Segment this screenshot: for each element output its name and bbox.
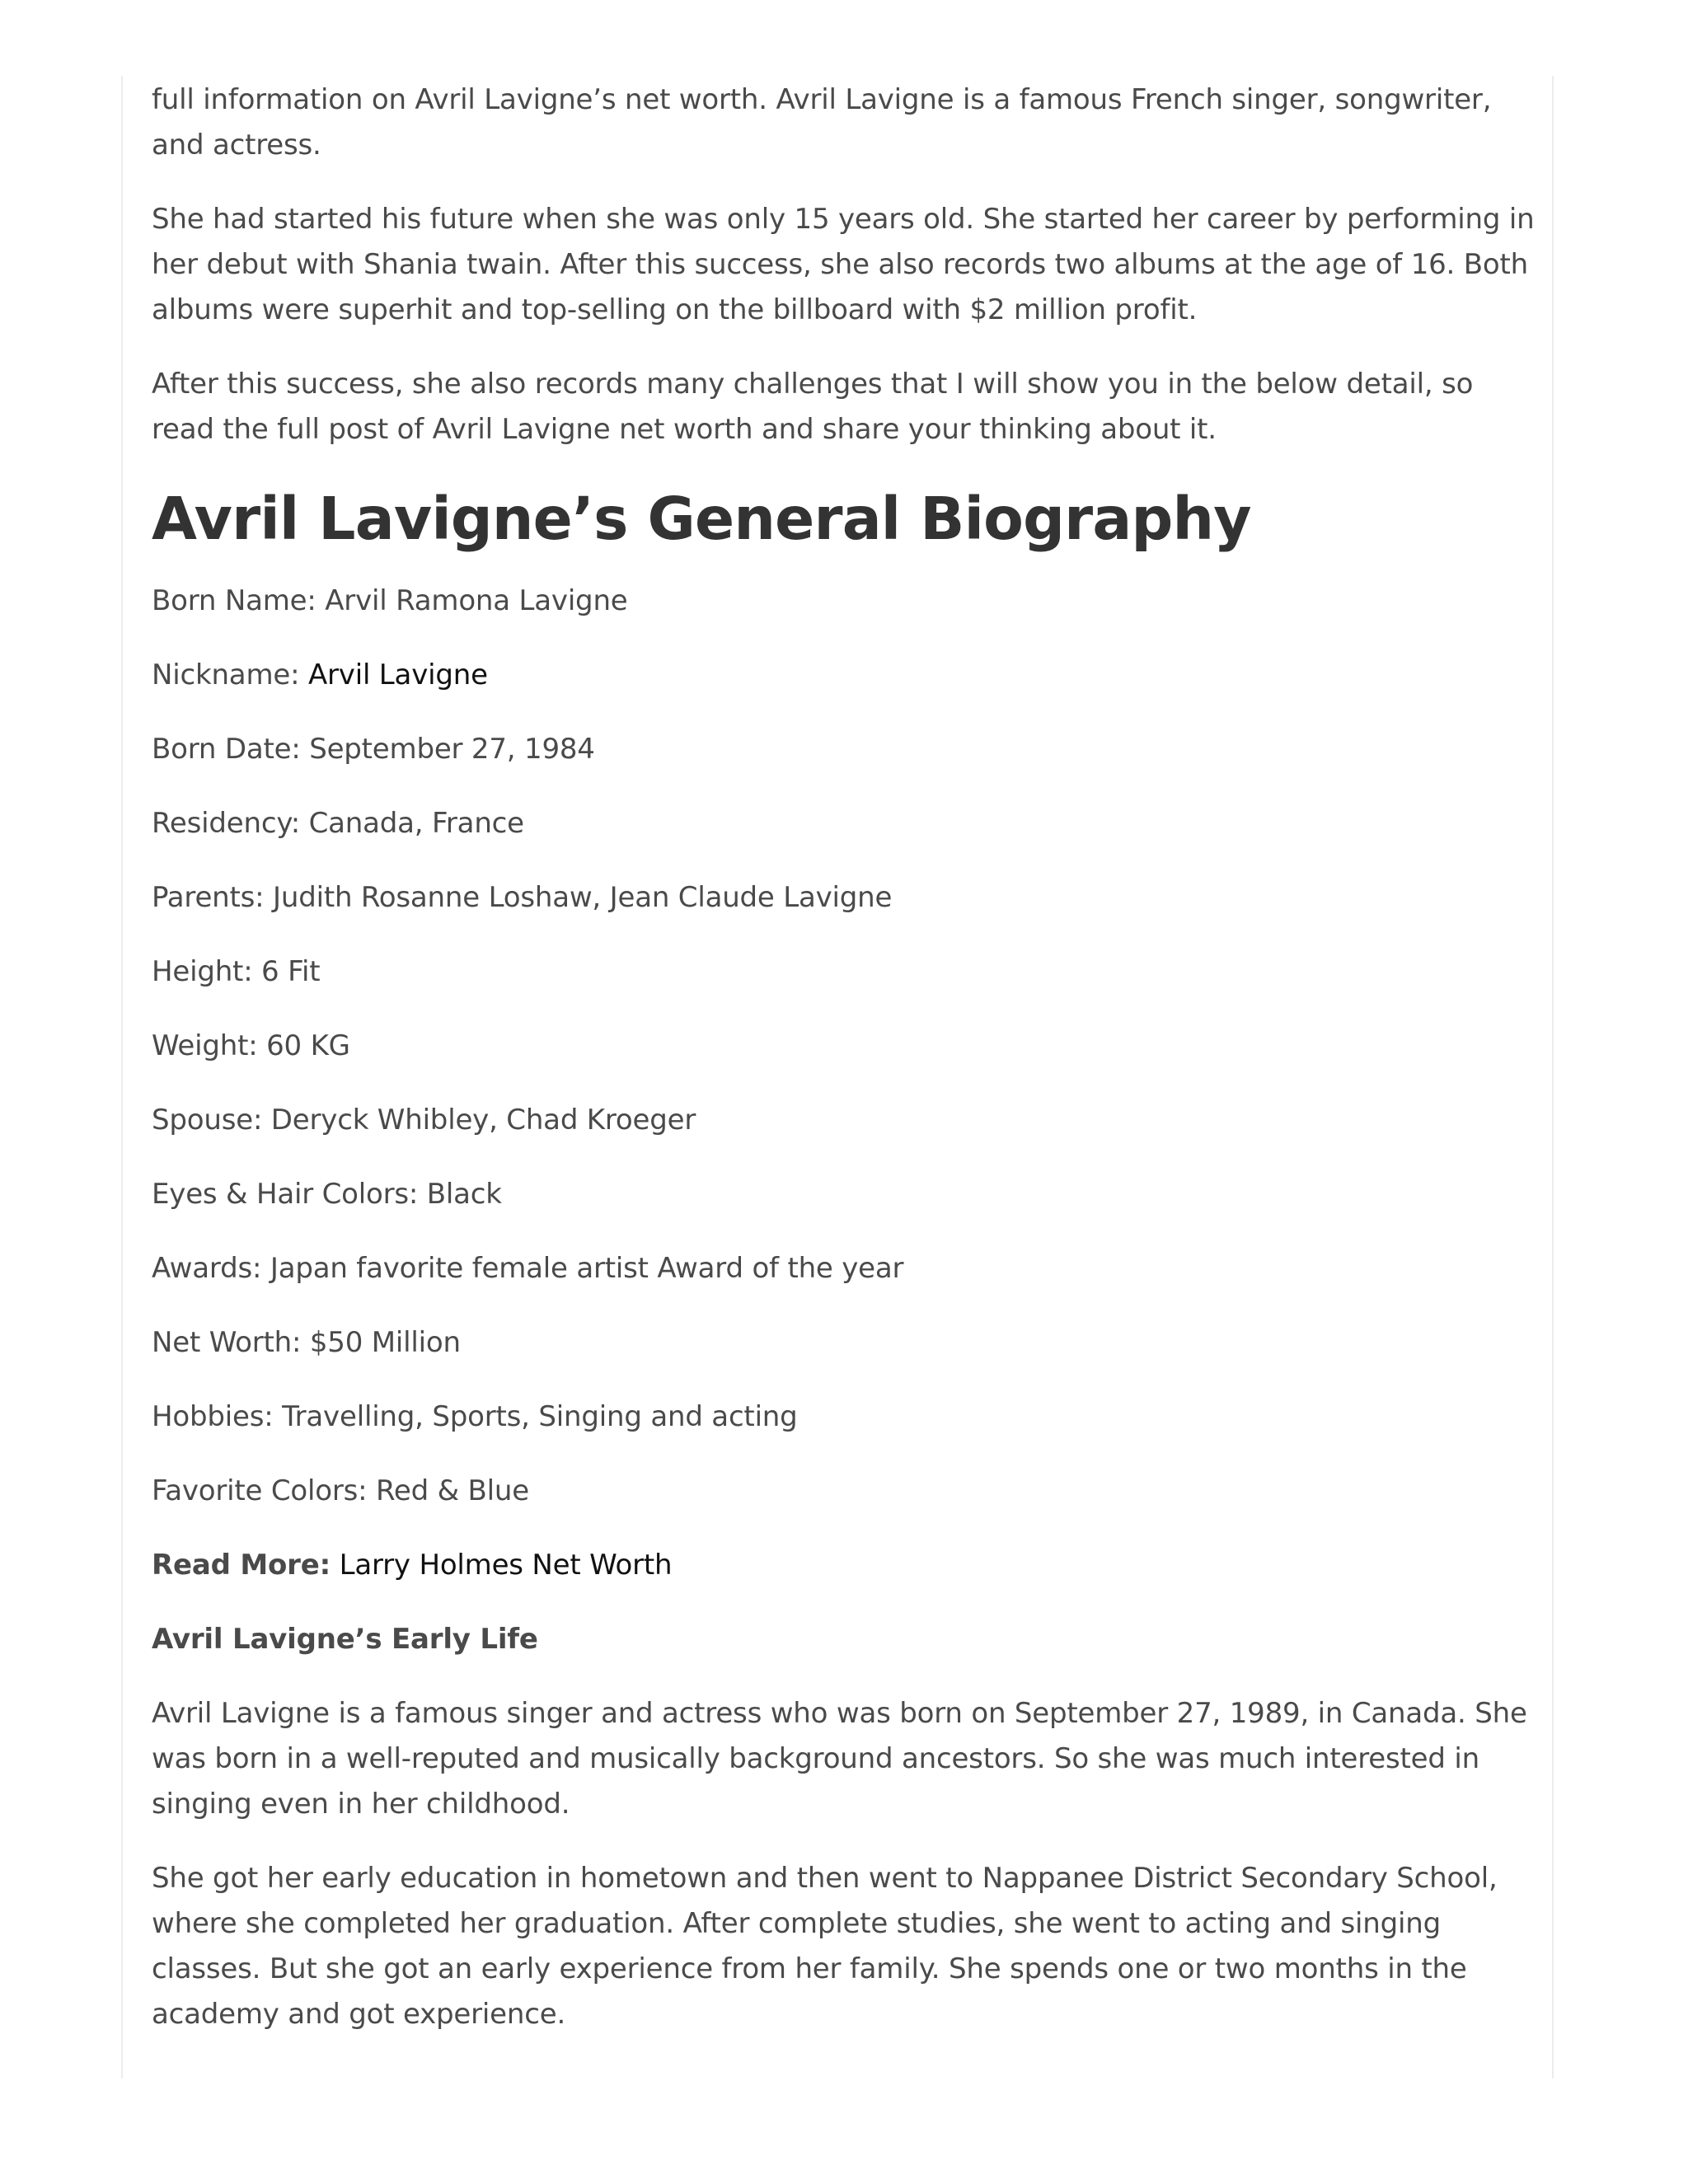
bio-spouse: Spouse: Deryck Whibley, Chad Kroeger <box>152 1104 696 1137</box>
bio-nickname <box>152 653 1536 698</box>
biography-heading: Avril Lavigne’s General Biography <box>152 485 1251 553</box>
bio-weight: Weight: 60 KG <box>152 1029 350 1062</box>
bio-height: Height: 6 Fit <box>152 955 321 988</box>
bio-residency: Residency: Canada, France <box>152 807 524 840</box>
early-life-paragraph-2: She got her early education in hometown and then went to Nappanee District Secondary School, where she completed her graduation. After complete studies, she went to acting and singing classes. But she got an early experience from her family. She spends one or two months in the academy and got experience. <box>152 1862 1498 2031</box>
bio-net-worth: Net Worth: $50 Million <box>152 1326 461 1359</box>
article-body <box>152 77 1536 2066</box>
bio-favorite-colors: Favorite Colors: Red & Blue <box>152 1474 529 1507</box>
bio-parents: Parents: Judith Rosanne Loshaw, Jean Claude Lavigne <box>152 881 893 914</box>
bio-born-date: Born Date: September 27, 1984 <box>152 733 595 766</box>
bio-awards: Awards: Japan favorite female artist Award of the year <box>152 1252 904 1285</box>
bio-nickname-label: Nickname: <box>152 658 308 691</box>
read-more-label: Read More: <box>152 1549 331 1582</box>
early-life-paragraph-1: Avril Lavigne is a famous singer and actress who was born on September 27, 1989, in Canada. She was born in a well-reputed and musically background ancestors. So she was much interested in singing even in her childhood. <box>152 1697 1527 1821</box>
intro-paragraph-1: full information on Avril Lavigne’s net worth. Avril Lavigne is a famous French singer, songwriter, and actress. <box>152 83 1492 162</box>
intro-paragraph-3: After this success, she also records many challenges that I will show you in the below detail, so read the full post of Avril Lavigne net worth and share your thinking about it. <box>152 368 1474 446</box>
read-more-link[interactable]: Larry Holmes Net Worth <box>339 1549 673 1582</box>
intro-paragraph-2: She had started his future when she was only 15 years old. She started her career by performing in her debut with Shania twain. After this success, she also records two albums at the age of 16. Both albums were superhit and top-selling on the billboard with $2 million profit. <box>152 203 1535 326</box>
bio-born-name: Born Name: Arvil Ramona Lavigne <box>152 584 628 617</box>
early-life-heading: Avril Lavigne’s Early Life <box>152 1623 538 1656</box>
bio-eyes-hair: Eyes & Hair Colors: Black <box>152 1178 502 1211</box>
bio-hobbies: Hobbies: Travelling, Sports, Singing and acting <box>152 1400 798 1433</box>
read-more <box>152 1543 1536 1588</box>
nickname-link[interactable]: Arvil Lavigne <box>307 658 488 691</box>
